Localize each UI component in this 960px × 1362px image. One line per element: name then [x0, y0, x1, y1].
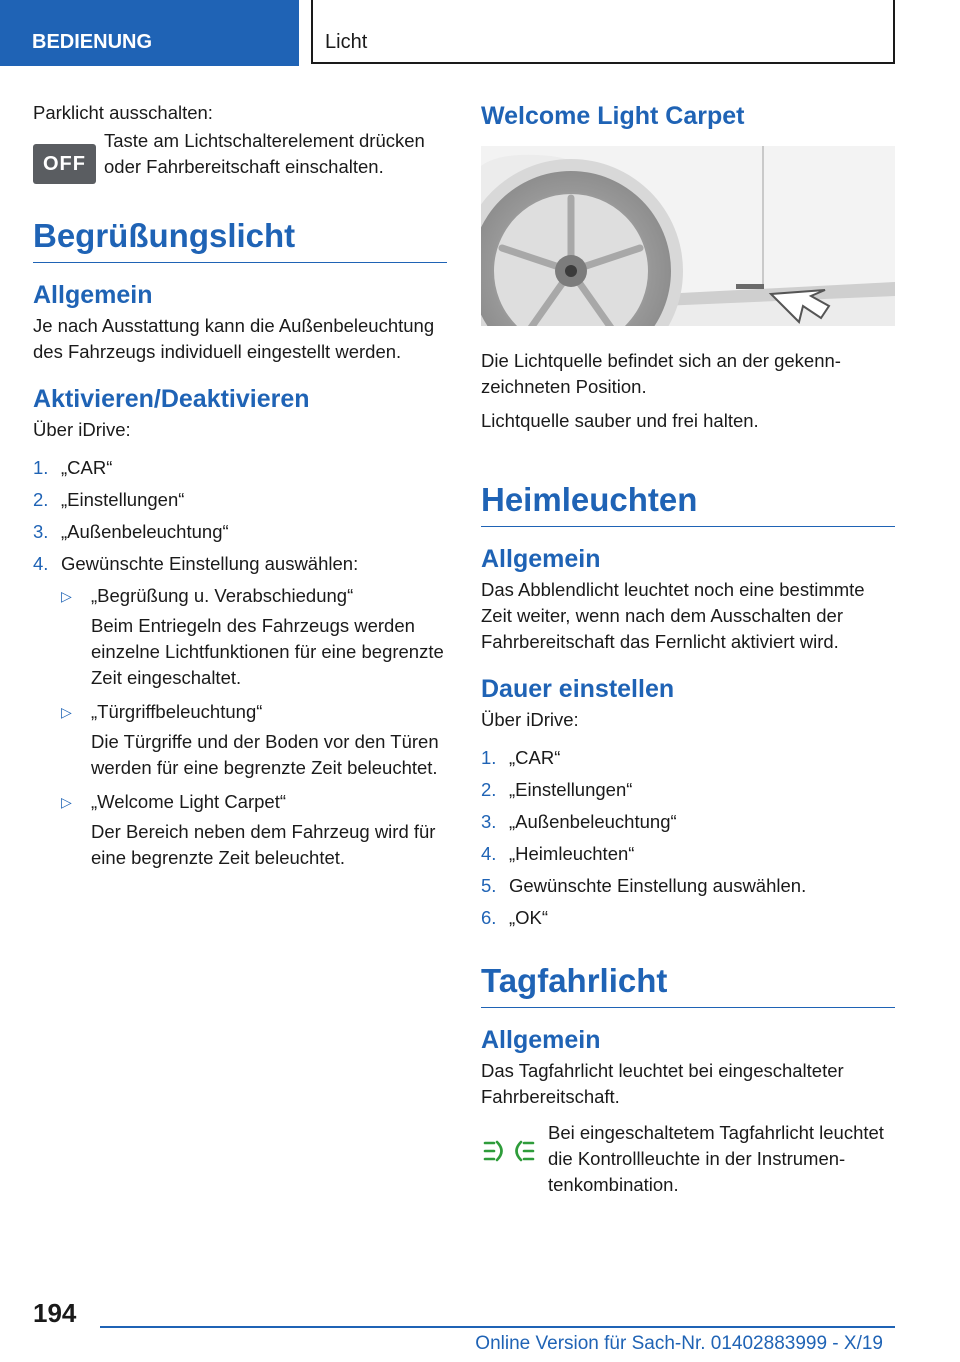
heim-allgemein-heading: Allgemein: [481, 545, 601, 573]
list-item: [33, 551, 447, 871]
tag-allgemein-heading: Allgemein: [481, 1026, 601, 1054]
option-description: Beim Entriegeln des Fahrzeugs werden einzelne Lichtfunktionen für eine begrenzte Zeit eingeschaltet.: [91, 615, 444, 688]
tagfahrlicht-heading: Tagfahrlicht: [481, 961, 895, 1008]
step-text: „Heimleuchten“: [509, 843, 635, 864]
step-number: 4.: [33, 553, 49, 574]
step-number: 1.: [33, 457, 49, 478]
step-number: 1.: [481, 747, 497, 768]
right-column: [481, 100, 895, 1206]
off-button-icon: OFF: [33, 144, 96, 184]
begruessungslicht-heading: Begrüßungslicht: [33, 216, 447, 263]
list-item: [481, 745, 895, 771]
idrive-label: Über iDrive:: [481, 709, 579, 730]
list-item: [481, 841, 895, 867]
triangle-bullet-icon: ▷: [61, 588, 72, 604]
car-wheel-image: [481, 146, 895, 326]
heimleuchten-heading: Heimleuchten: [481, 480, 895, 527]
footer-version-text: Online Version für Sach-Nr. 01402883999 - X/19: [475, 1333, 883, 1354]
option-title: „Begrüßung u. Verabschiedung“: [91, 585, 354, 606]
parklicht-off-text: Taste am Lichtschalterelement drücken oder Fahrbereitschaft einschalten.: [104, 130, 425, 177]
triangle-bullet-icon: ▷: [61, 704, 72, 720]
list-item: [33, 455, 447, 481]
triangle-bullet-icon: ▷: [61, 794, 72, 810]
step-number: 5.: [481, 875, 497, 896]
option-title: „Türgriffbeleuchtung“: [91, 701, 263, 722]
step-text: Gewünschte Einstellung auswählen.: [509, 875, 807, 896]
step-number: 6.: [481, 907, 497, 928]
option-item: [61, 583, 447, 691]
wlc-position-text: Die Lichtquelle befindet sich an der gekennzeichneten Position.: [481, 350, 841, 397]
step-number: 2.: [33, 489, 49, 510]
welcome-light-carpet-heading: Welcome Light Carpet: [481, 102, 745, 130]
step-number: 2.: [481, 779, 497, 800]
step-text: „Einstellungen“: [61, 489, 185, 510]
parklicht-label: Parklicht ausschalten:: [33, 102, 213, 123]
aktivieren-heading: Aktivieren/Deaktivieren: [33, 385, 310, 413]
footer-divider: [100, 1326, 895, 1328]
left-column: [33, 100, 447, 879]
daytime-running-light-icon: [483, 1138, 535, 1164]
step-text: „CAR“: [509, 747, 561, 768]
option-description: Der Bereich neben dem Fahrzeug wird für eine begrenzte Zeit beleuchtet.: [91, 821, 436, 868]
list-item: [481, 873, 895, 899]
dauer-steps: [481, 745, 895, 931]
parklicht-block: [33, 100, 447, 180]
allgemein-heading: Allgemein: [33, 281, 153, 309]
option-list: [61, 583, 447, 871]
car-wheel-illustration: [481, 146, 895, 326]
option-item: [61, 789, 447, 871]
step-number: 3.: [481, 811, 497, 832]
step-text: „Außenbeleuchtung“: [61, 521, 229, 542]
tagfahrlicht-indicator-block: [481, 1120, 895, 1198]
tag-allgemein-text: Das Tagfahrlicht leuchtet bei eingeschalteter Fahrbereitschaft.: [481, 1060, 844, 1107]
list-item: [33, 519, 447, 545]
header-chapter-label: Licht: [311, 0, 895, 64]
step-text: „Einstellungen“: [509, 779, 633, 800]
option-item: [61, 699, 447, 781]
step-number: 3.: [33, 521, 49, 542]
tag-indicator-text: Bei eingeschaltetem Tagfahrlicht leuchtet die Kontrollleuchte in der Instrumentenkombination.: [548, 1122, 884, 1195]
dauer-heading: Dauer einstellen: [481, 675, 675, 703]
step-text: „Außenbeleuchtung“: [509, 811, 677, 832]
page-number: 194: [33, 1298, 77, 1328]
step-text: „CAR“: [61, 457, 113, 478]
option-title: „Welcome Light Carpet“: [91, 791, 287, 812]
option-description: Die Türgriffe und der Boden vor den Türen werden für eine begrenzte Zeit beleuchtet.: [91, 731, 439, 778]
allgemein-text: Je nach Ausstattung kann die Außenbeleuchtung des Fahrzeugs individuell eingestellt werden.: [33, 315, 435, 362]
header-section-label: BEDIENUNG: [0, 0, 299, 66]
step-text: Gewünschte Einstellung auswählen:: [61, 553, 359, 574]
list-item: [33, 487, 447, 513]
step-text: „OK“: [509, 907, 549, 928]
list-item: [481, 777, 895, 803]
idrive-label: Über iDrive:: [33, 419, 131, 440]
heim-allgemein-text: Das Abblendlicht leuchtet noch eine bestimmte Zeit weiter, wenn nach dem Ausschalten der Fahrbereitschaft das Fernlicht aktiviert wird.: [481, 579, 865, 652]
wlc-clean-text: Lichtquelle sauber und frei halten.: [481, 410, 759, 431]
step-number: 4.: [481, 843, 497, 864]
activation-steps: [33, 455, 447, 871]
list-item: [481, 905, 895, 931]
list-item: [481, 809, 895, 835]
